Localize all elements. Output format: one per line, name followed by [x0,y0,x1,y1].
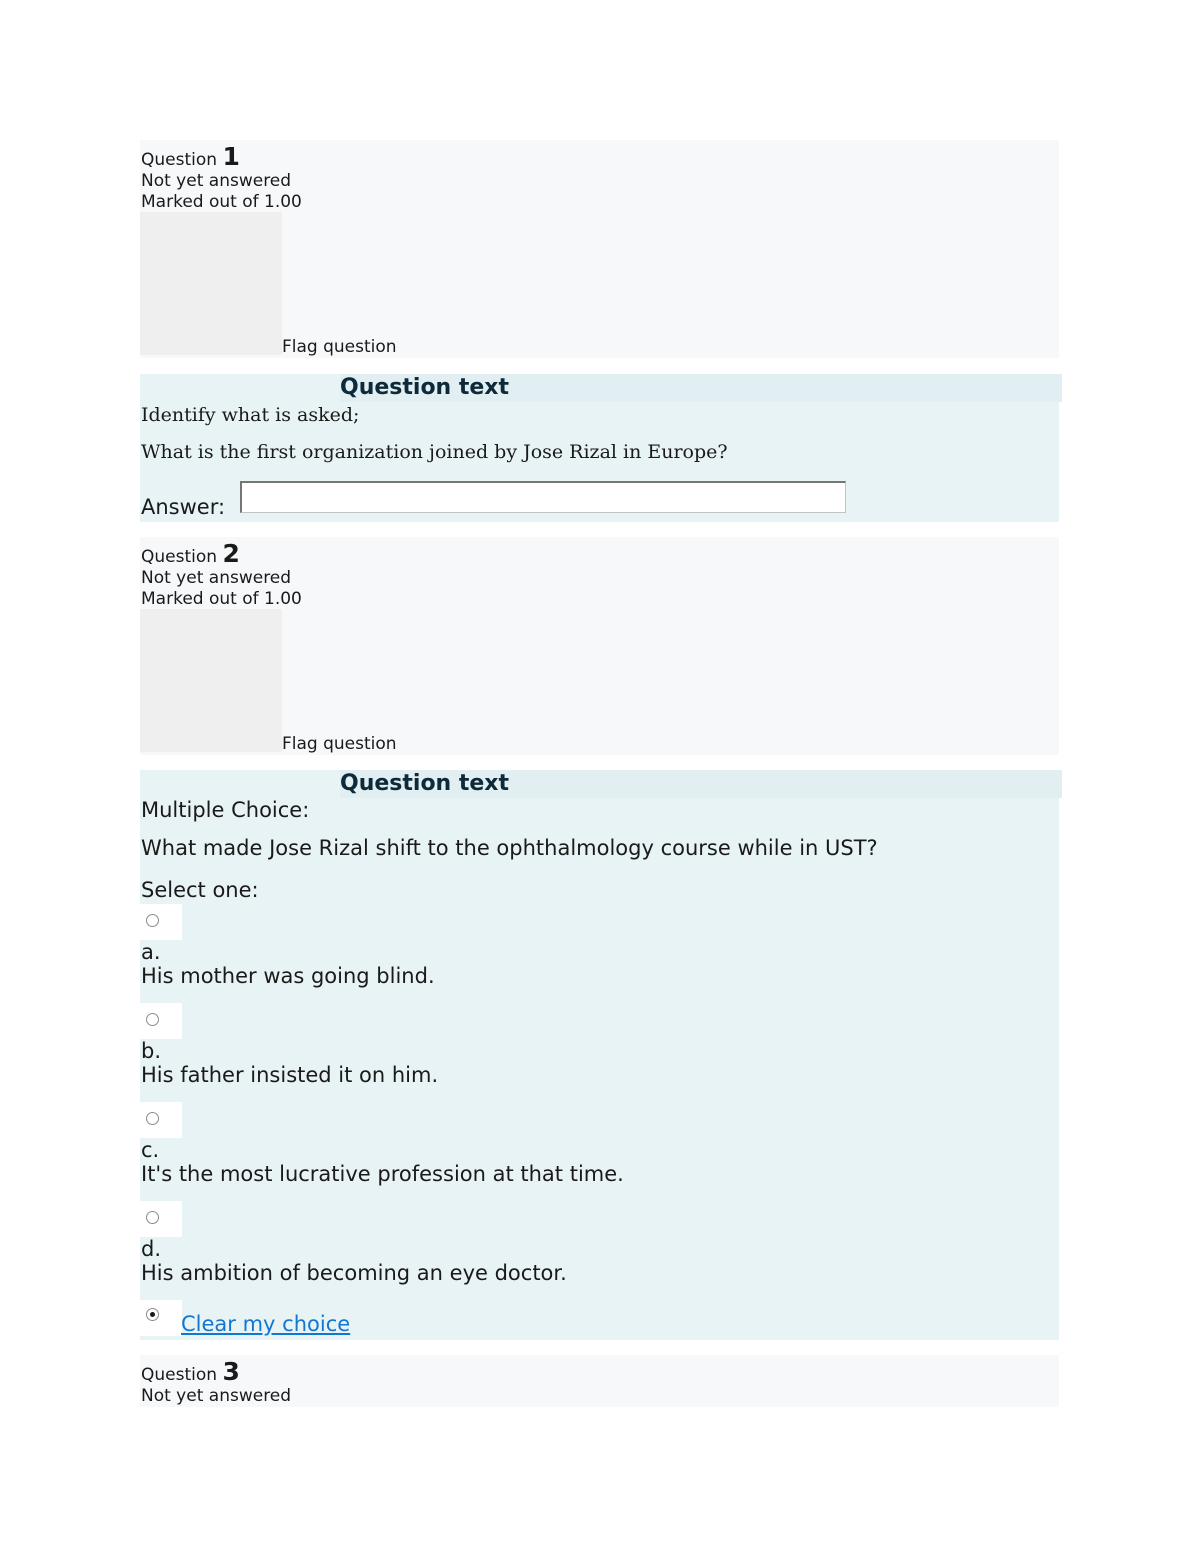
question-intro: Multiple Choice: [141,798,310,822]
question-text-header: Question text [340,770,1062,798]
flag-icon[interactable] [140,212,282,355]
answer-label: Answer: [141,495,226,519]
radio-icon[interactable] [146,1112,159,1125]
question-label: Question [141,150,218,170]
question-number-value: 1 [222,142,240,171]
radio-icon[interactable] [146,914,159,927]
option-b-text: His father insisted it on him. [141,1063,439,1087]
question-label: Question [141,1365,218,1385]
question-text-header: Question text [340,374,1062,402]
question-1-content [140,374,1059,522]
option-a-radio-cell[interactable] [140,904,182,940]
radio-icon[interactable] [146,1013,159,1026]
question-grade: Marked out of 1.00 [141,589,302,609]
flag-question-link[interactable]: Flag question [282,337,397,357]
question-number-value: 2 [222,539,240,568]
question-prompt: What made Jose Rizal shift to the ophthalmology course while in UST? [141,836,878,860]
select-one-label: Select one: [141,878,259,902]
option-b-letter: b. [141,1039,162,1063]
question-intro: Identify what is asked; [141,404,360,426]
no-answer-radio-cell[interactable] [140,1300,182,1336]
option-d-letter: d. [141,1237,162,1261]
radio-icon[interactable] [146,1211,159,1224]
answer-input[interactable] [240,481,846,513]
option-c-letter: c. [141,1138,160,1162]
question-1-info [140,140,1059,358]
question-state: Not yet answered [141,171,292,191]
question-number-value: 3 [222,1357,240,1386]
flag-question-link[interactable]: Flag question [282,734,397,754]
question-number [141,1357,240,1386]
question-2-content [140,770,1059,1340]
option-c-text: It's the most lucrative profession at that time. [141,1162,624,1186]
question-label: Question [141,547,218,567]
option-c-radio-cell[interactable] [140,1102,182,1138]
clear-my-choice-link[interactable]: Clear my choice [181,1312,351,1336]
question-number [141,142,240,171]
option-d-radio-cell[interactable] [140,1201,182,1237]
question-prompt: What is the first organization joined by Jose Rizal in Europe? [141,441,728,463]
option-a-letter: a. [141,940,161,964]
question-state: Not yet answered [141,568,292,588]
option-d-text: His ambition of becoming an eye doctor. [141,1261,567,1285]
flag-icon[interactable] [140,609,282,752]
question-state: Not yet answered [141,1386,292,1406]
option-a-text: His mother was going blind. [141,964,435,988]
question-grade: Marked out of 1.00 [141,192,302,212]
radio-checked-icon[interactable] [146,1308,159,1321]
question-3-info [140,1355,1059,1407]
question-2-info [140,537,1059,755]
option-b-radio-cell[interactable] [140,1003,182,1039]
question-number [141,539,240,568]
